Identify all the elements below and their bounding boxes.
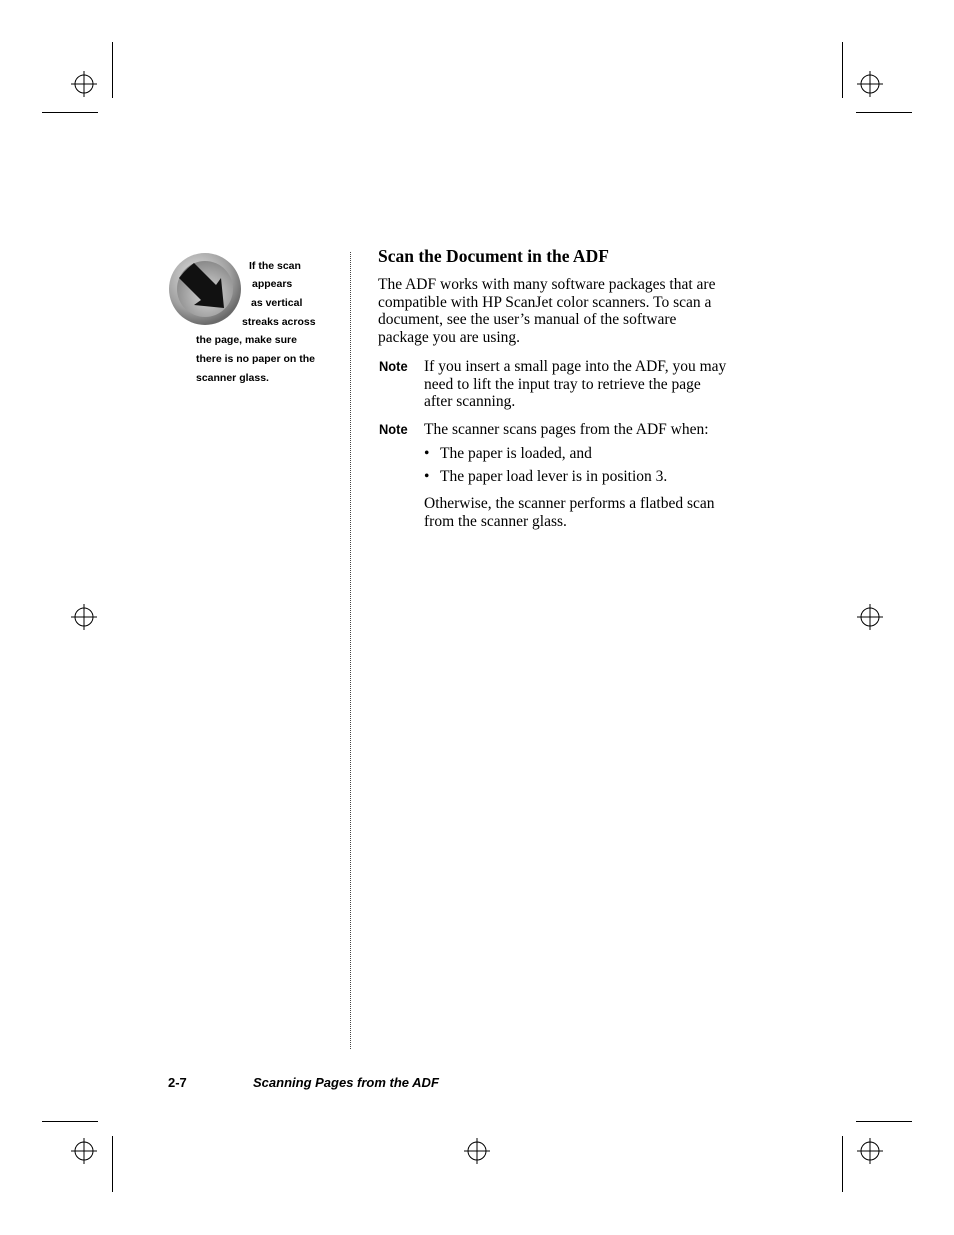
registration-mark-icon (857, 604, 883, 630)
note-text (424, 358, 726, 411)
list-item (424, 445, 592, 463)
column-divider (350, 252, 351, 1049)
list-item-text: The paper is loaded, and (440, 445, 592, 462)
text-line: document, see the user’s manual of the software (378, 311, 677, 328)
tip-text-line: the page, make sure (196, 334, 297, 346)
tip-text-line: as vertical (251, 297, 303, 309)
crop-mark (856, 112, 912, 113)
tip-text-line: appears (252, 278, 293, 290)
tip-text-line: If the scan (249, 260, 301, 272)
crop-mark (842, 1136, 843, 1192)
note-followup-text (424, 495, 715, 530)
registration-mark-icon (857, 1138, 883, 1164)
text-line: The scanner scans pages from the ADF when: (424, 421, 709, 438)
arrow-down-right-icon (168, 252, 242, 326)
note-text (424, 421, 709, 439)
note-label: Note (379, 358, 408, 374)
tip-text-line: scanner glass. (196, 372, 269, 384)
crop-mark (42, 112, 98, 113)
chapter-title: Scanning Pages from the ADF (253, 1075, 439, 1090)
tip-text-line: there is no paper on the (196, 353, 316, 365)
note-label: Note (379, 421, 408, 437)
crop-mark (112, 1136, 113, 1192)
registration-mark-icon (464, 1138, 490, 1164)
bullet-icon: • (424, 468, 430, 485)
crop-mark (856, 1121, 912, 1122)
registration-mark-icon (71, 71, 97, 97)
registration-mark-icon (857, 71, 883, 97)
text-line: The ADF works with many software packages that are (378, 276, 716, 293)
list-item-text: The paper load lever is in position 3. (440, 468, 668, 485)
text-line: after scanning. (424, 393, 516, 410)
bullet-icon: • (424, 445, 430, 462)
text-line: need to lift the input tray to retrieve the page (424, 375, 701, 393)
text-line: package you are using. (378, 328, 521, 346)
registration-mark-icon (71, 604, 97, 630)
registration-mark-icon (71, 1138, 97, 1164)
text-line: from the scanner glass. (424, 512, 567, 530)
intro-paragraph (378, 276, 715, 346)
list-item (424, 468, 667, 486)
text-line: If you insert a small page into the ADF, you may (424, 358, 727, 375)
section-heading: Scan the Document in the ADF (378, 246, 609, 266)
page-number: 2-7 (168, 1075, 187, 1090)
crop-mark (42, 1121, 98, 1122)
crop-mark (842, 42, 843, 98)
text-line: compatible with HP ScanJet color scanners. To scan a (378, 293, 712, 311)
tip-text-line: streaks across (242, 316, 316, 328)
crop-mark (112, 42, 113, 98)
text-line: Otherwise, the scanner performs a flatbed scan (424, 495, 715, 512)
